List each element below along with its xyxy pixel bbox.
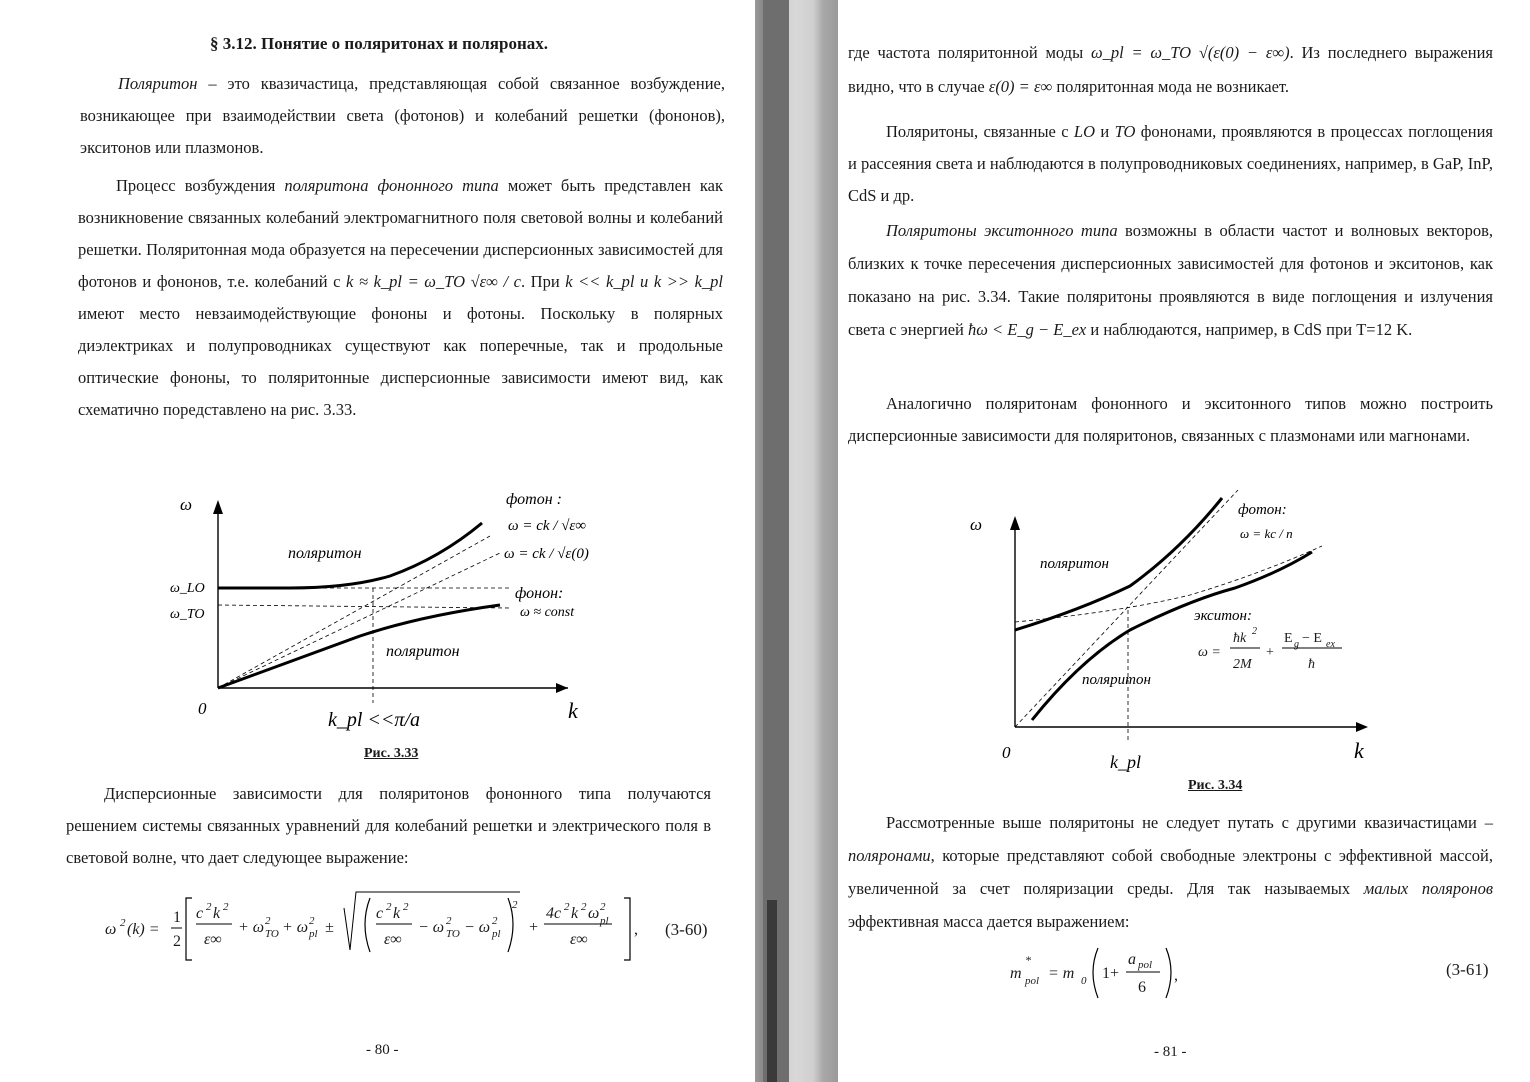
svg-text:±: ±: [325, 919, 334, 936]
inline-math-kpl: k ≈ k_pl = ω_TO √ε∞ / c: [346, 272, 521, 291]
omega-label: ω: [970, 515, 983, 534]
page-number-left: - 80 -: [366, 1042, 399, 1058]
photon-eq: ω = kc / n: [1240, 526, 1293, 541]
left-page: [0, 0, 755, 1082]
svg-text:− ω: − ω: [418, 919, 445, 936]
svg-text:= m: = m: [1048, 965, 1075, 982]
svg-text:E: E: [1284, 631, 1293, 646]
term-small-polarons: малых поляронов: [1363, 879, 1493, 898]
svg-text:ħ: ħ: [1308, 657, 1315, 672]
figure-caption-3-33: Рис. 3.33: [364, 746, 419, 761]
photon-eq-1: ω = ck / √ε∞: [508, 518, 587, 534]
paragraph-plasmons-magnons: Аналогично поляритонам фононного и экситонного типов можно построить дисперсионные зависимости для поляритонов, связанных с плазмонами или магнонами.: [848, 394, 1493, 445]
svg-text:TO: TO: [446, 928, 460, 940]
phonon-title: фонон:: [515, 585, 564, 602]
inline-math-k-range: k << k_pl и k >> k_pl: [565, 272, 724, 291]
svg-text:2: 2: [512, 899, 518, 911]
svg-text:1+: 1+: [1102, 965, 1120, 982]
svg-text:2: 2: [173, 933, 181, 950]
svg-text:pl: pl: [309, 928, 318, 940]
equation-number-3-61: (3-61): [1446, 960, 1489, 979]
svg-text:ω: ω: [105, 921, 117, 938]
svg-text:pl: pl: [492, 928, 501, 940]
svg-text:ω: ω: [588, 905, 600, 922]
svg-text:pol: pol: [1025, 975, 1040, 987]
svg-text:4c: 4c: [546, 905, 562, 922]
svg-text:2M: 2M: [1233, 657, 1252, 672]
svg-text:+ ω: + ω: [282, 919, 309, 936]
term-phonon-polariton: поляритона фононного типа: [284, 176, 499, 195]
lower-polariton-curve: [1032, 552, 1312, 720]
svg-text:m: m: [1010, 965, 1022, 982]
svg-text:2: 2: [564, 901, 570, 913]
figure-3-33: [160, 488, 600, 738]
svg-text:2: 2: [600, 901, 606, 913]
photon-line-eps0: [218, 553, 500, 688]
origin-label: 0: [198, 699, 207, 718]
svg-text:2: 2: [492, 915, 498, 927]
svg-text:2: 2: [1252, 626, 1257, 637]
equation-3-61: [1008, 940, 1198, 1004]
svg-text:ε∞: ε∞: [384, 931, 402, 948]
svg-text:2: 2: [206, 901, 212, 913]
inline-math-energy: ħω < E_g − E_ex: [968, 320, 1087, 339]
polariton-lower-label: поляритон: [1082, 672, 1151, 688]
term-polarons: поляронами: [848, 846, 931, 865]
svg-text:2: 2: [403, 901, 409, 913]
svg-text:ω =: ω =: [1198, 645, 1221, 660]
svg-text:0: 0: [1081, 975, 1087, 987]
paragraph-polarons: Рассмотренные выше поляритоны не следует путать с другими квазичастицами – поляронами, которые представляют собой свободные электроны с эффективной массой, увеличенной за счет поляризации среды. Для так называемых малых поляронов эффективная масса дается выражением:: [848, 813, 1493, 931]
to-dashed-line: [218, 605, 510, 608]
polariton-lower-label: поляритон: [386, 643, 460, 660]
origin-label: 0: [1002, 743, 1011, 762]
equation-number-3-60: (3-60): [665, 920, 708, 939]
svg-text:ε∞: ε∞: [204, 931, 222, 948]
svg-text:2: 2: [223, 901, 229, 913]
svg-text:2: 2: [120, 917, 126, 929]
k-axis-label: k: [1354, 738, 1364, 763]
exciton-equation: [1198, 626, 1342, 672]
paragraph-exciton-polaritons: Поляритоны экситонного типа возможны в области частот и волновых векторов, близких к точке пересечения дисперсионных зависимостей для фотонов и экситонов, как показано на рис. 3.34. Такие поляритоны проявляются в виде поглощения и излучения света с энергией ħω < E_g − E_ex и наблюдаются, например, в CdS при T=12 K.: [848, 221, 1493, 339]
paragraph-lo-to-polaritons: Поляритоны, связанные с LO и TO фононами, проявляются в процессах поглощения и рассеяния света и наблюдаются в полупроводниковых соединениях, например, в GaP, InP, CdS и др.: [848, 122, 1494, 205]
polariton-upper-label: поляритон: [1040, 556, 1109, 572]
svg-text:ε∞: ε∞: [570, 931, 588, 948]
svg-text:+ ω: + ω: [238, 919, 265, 936]
svg-text:,: ,: [634, 921, 638, 938]
section-heading: § 3.12. Понятие о поляритонах и поляронах.: [210, 34, 548, 53]
svg-text:1: 1: [173, 909, 181, 926]
omega-label: ω: [180, 495, 193, 514]
svg-text:k: k: [393, 905, 401, 922]
svg-text:− ω: − ω: [464, 919, 491, 936]
svg-text:+: +: [528, 919, 539, 936]
book-gutter: [755, 0, 838, 1082]
svg-text:c: c: [196, 905, 204, 922]
svg-text:a: a: [1128, 951, 1136, 968]
svg-text:pol: pol: [1138, 959, 1153, 971]
figure-3-34: [960, 490, 1380, 780]
exciton-title: экситон:: [1194, 608, 1252, 624]
term-polariton: Поляритон: [118, 74, 198, 93]
photon-eq-2: ω = ck / √ε(0): [504, 546, 589, 562]
svg-text:2: 2: [446, 915, 452, 927]
svg-text:2: 2: [265, 915, 271, 927]
kpl-label: k_pl <<π/a: [328, 709, 421, 731]
svg-text:ħk: ħk: [1233, 631, 1247, 646]
figure-caption-3-34: Рис. 3.34: [1188, 778, 1243, 793]
right-page: [838, 0, 1530, 1082]
svg-text:+: +: [1266, 645, 1274, 660]
equation-3-60: [100, 888, 660, 968]
svg-text:k: k: [213, 905, 221, 922]
paragraph-polariton-mode: где частота поляритонной моды ω_pl = ω_TO √(ε(0) − ε∞). Из последнего выражения видно, что в случае ε(0) = ε∞ поляритонная мода не возникает.: [848, 43, 1493, 96]
svg-text:(k) =: (k) =: [127, 921, 160, 938]
polariton-upper-label: поляритон: [288, 545, 362, 562]
svg-text:g: g: [1294, 639, 1299, 650]
photon-title: фотон:: [1238, 502, 1287, 518]
paragraph-phonon-polariton: Процесс возбуждения поляритона фононного типа может быть представлен как возникновение связанных колебаний электромагнитного поля световой волны и колебаний решетки. Поляритонная мода образуется на пересечении дисперсионных зависимостей для фотонов и фононов, т.е. колебаний с k ≈ k_pl = ω_TO √ε∞ / c. При k << k_pl и k >> k_pl имеют место невзаимодействующие фононы и фотоны. Поскольку в полярных диэлектриках и полупроводниках существуют как поперечные, так и продольные оптические фононы, то поляритонные дисперсионные зависимости имеют вид, как схематично порeдставлено на рис. 3.33.: [78, 176, 724, 419]
inline-math-omega-pl: ω_pl = ω_TO √(ε(0) − ε∞): [1090, 43, 1290, 62]
svg-text:,: ,: [1174, 967, 1178, 984]
paragraph-polariton-definition: Поляритон – это квазичастица, представляющая собой связанное возбуждение, возникающее при взаимодействии света (фотонов) и колебаний решетки (фононов), экситонов или плазмонов.: [80, 74, 725, 157]
svg-text:pl: pl: [600, 915, 609, 927]
svg-text:2: 2: [386, 901, 392, 913]
omega-lo-label: ω_LO: [170, 581, 205, 596]
svg-text:TO: TO: [265, 928, 279, 940]
omega-to-label: ω_TO: [170, 607, 205, 622]
kpl-label: k_pl: [1110, 752, 1141, 772]
svg-text:k: k: [571, 905, 579, 922]
page-number-right: - 81 -: [1154, 1044, 1187, 1060]
phonon-eq: ω ≈ const: [520, 605, 575, 620]
svg-text:2: 2: [581, 901, 587, 913]
svg-text:c: c: [376, 905, 384, 922]
k-axis-label: k: [568, 698, 578, 723]
svg-text:*: *: [1025, 953, 1031, 967]
svg-text:ex: ex: [1326, 639, 1335, 650]
svg-text:2: 2: [309, 915, 315, 927]
term-exciton-polaritons: Поляритоны экситонного типа: [886, 221, 1118, 240]
inline-math-eps-equal: ε(0) = ε∞: [988, 77, 1053, 96]
photon-title: фотон :: [506, 491, 562, 508]
svg-text:− E: − E: [1302, 631, 1322, 646]
svg-text:6: 6: [1138, 979, 1146, 996]
paragraph-dispersion: Дисперсионные зависимости для поляритонов фононного типа получаются решением системы связанных уравнений для колебаний решетки и электрического поля в световой волне, что дает следующее выражение:: [66, 784, 711, 867]
